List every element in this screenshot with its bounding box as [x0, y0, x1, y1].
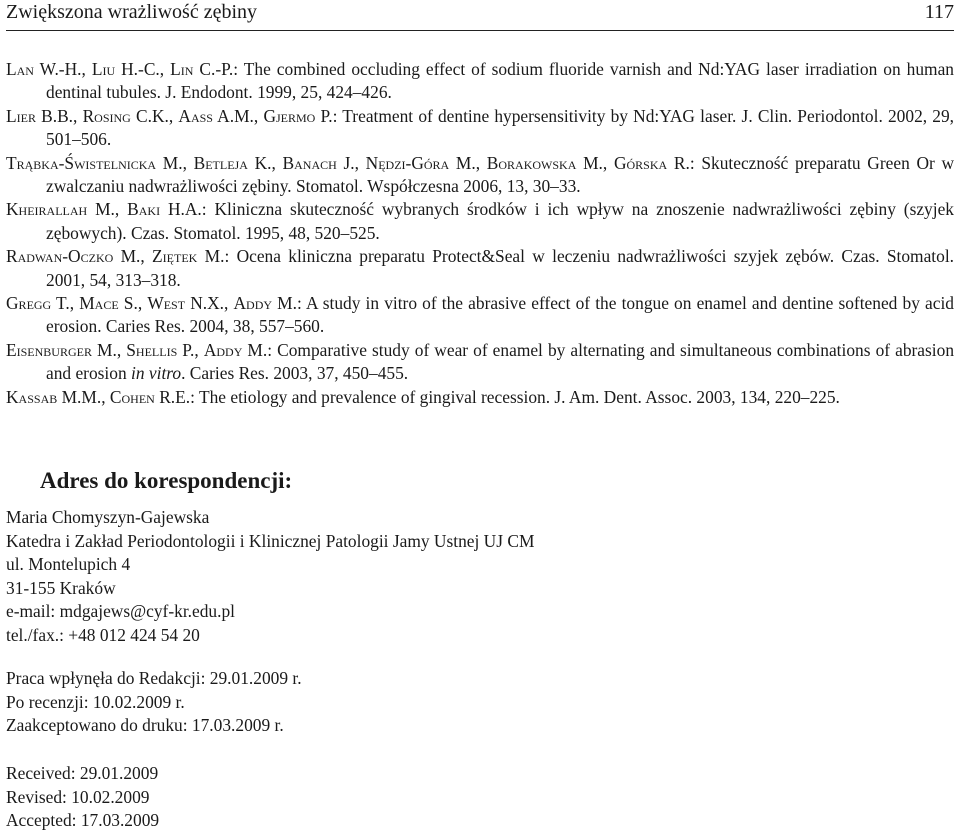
reference-item: Gregg T., Mace S., West N.X., Addy M.: A study in vitro of the abrasive effect of the tongue on enamel and dentine softened by acid erosion. Caries Res. 2004, 38, 557–560. [6, 293, 954, 337]
reference-list [6, 58, 954, 409]
reference-author: Lan W.-H. [6, 59, 82, 79]
date-accepted-en: Accepted: 17.03.2009 [6, 810, 160, 830]
page-number: 117 [924, 1, 954, 23]
dates-english [6, 762, 159, 833]
reference-author: Górska R. [613, 152, 690, 173]
reference-author: Betleja K. [193, 152, 272, 173]
reference-text: : The etiology and prevalence of gingival recession. J. Am. Dent. Assoc. 2003, 134, 220–225. [190, 386, 840, 407]
department: Katedra i Zakład Periodontologii i Klinicznej Patologii Jamy Ustnej UJ CM [6, 530, 535, 551]
reference-text: . Caries Res. 2003, 37, 450–455. [181, 363, 409, 384]
reference-text: : Skuteczność preparatu Green Or w zwalczaniu nadwrażliwości zębiny. Stomatol. Współczesna 2006, 13, 30–33. [46, 152, 955, 197]
reference-text: : The combined occluding effect of sodium fluoride varnish and Nd:YAG laser irradiation on human dentinal tubules. J. Endodont. 1999, 25, 424–426. [46, 59, 954, 103]
reference-text: : Treatment of dentine hypersensitivity by Nd:YAG laser. J. Clin. Periodontol. 2002, 29, 501–506. [46, 105, 955, 150]
reference-author: Nędzi-Góra M. [365, 152, 476, 173]
reference-author: Baki H.A. [127, 199, 202, 220]
phone-fax: tel./fax.: +48 012 424 54 20 [6, 624, 200, 645]
reference-italic: in vitro [131, 363, 182, 384]
reference-author: Shellis P. [126, 339, 195, 360]
reference-item: Eisenburger M., Shellis P., Addy M.: Comparative study of wear of enamel by alternating and simultaneous combinations of abrasion and erosion in vitro. Caries Res. 2003, 37, 450–455. [6, 339, 955, 384]
reference-author: West N.X. [147, 293, 225, 314]
reference-item: Kheirallah M., Baki H.A.: Kliniczna skuteczność wybranych środków i ich wpływ na znoszenie nadwrażliwości zębiny (szyjek zębowych). Czas. Stomatol. 1995, 48, 520–525. [6, 199, 954, 243]
reference-author: Kheirallah M. [6, 199, 115, 220]
reference-item: Lan W.-H., Liu H.-C., Lin C.-P.: The combined occluding effect of sodium fluoride varnish and Nd:YAG laser irradiation on human dentinal tubules. J. Endodont. 1999, 25, 424–426. [6, 59, 954, 103]
reference-author: Addy M. [233, 293, 297, 314]
date-revised-en: Revised: 10.02.2009 [6, 786, 150, 807]
correspondence-heading: Adres do korespondencji: [40, 468, 293, 493]
reference-author: Mace S. [79, 293, 138, 314]
running-title: Zwiększona wrażliwość zębiny [6, 1, 258, 23]
author-name: Maria Chomyszyn-Gajewska [6, 507, 210, 527]
reference-author: Lier B.B. [6, 105, 74, 126]
page-header [6, 0, 954, 31]
reference-author: Radwan-Oczko M. [6, 246, 141, 267]
reference-author: Gregg T. [6, 293, 70, 314]
reference-author: Banach J. [282, 152, 355, 173]
reference-item: Trąbka-Świstelnicka M., Betleja K., Banach J., Nędzi-Góra M., Borakowska M., Górska R.: Skuteczność preparatu Green Or w zwalczaniu nadwrażliwości zębiny. Stomatol. Współczesna 2006, 13, 30–33. [6, 152, 955, 197]
reference-text: : Comparative study of wear of enamel by alternating and simultaneous combinations of abrasion and erosion [46, 339, 955, 384]
reference-author: Borakowska M. [486, 152, 603, 173]
reference-author: Liu H.-C. [91, 59, 160, 79]
postal-city: 31-155 Kraków [6, 577, 116, 598]
reference-author: Rosing C.K. [82, 105, 169, 126]
reference-item: Lier B.B., Rosing C.K., Aass A.M., Gjermo P.: Treatment of dentine hypersensitivity by Nd:YAG laser. J. Clin. Periodontol. 2002, 29, 501–506. [6, 105, 955, 150]
street: ul. Montelupich 4 [6, 554, 131, 574]
email: e-mail: mdgajews@cyf-kr.edu.pl [6, 601, 235, 621]
reference-text: : Kliniczna skuteczność wybranych środków i ich wpływ na znoszenie nadwrażliwości zębiny (szyjek zębowych). Czas. Stomatol. 1995, 48, 520–525. [46, 199, 954, 243]
correspondence-address [6, 506, 534, 647]
reference-item: Radwan-Oczko M., Ziętek M.: Ocena kliniczna preparatu Protect&Seal w leczeniu nadwrażliwości szyjek zębów. Czas. Stomatol. 2001, 54, 313–318. [6, 246, 955, 290]
reference-item: Kassab M.M., Cohen R.E.: The etiology and prevalence of gingival recession. J. Am. Dent. Assoc. 2003, 134, 220–225. [6, 386, 840, 407]
reference-text: : Ocena kliniczna preparatu Protect&Seal w leczeniu nadwrażliwości szyjek zębów. Czas. Stomatol. 2001, 54, 313–318. [46, 246, 955, 290]
reference-author: Aass A.M. [178, 105, 254, 126]
reference-text: : A study in vitro of the abrasive effect of the tongue on enamel and dentine softened by acid erosion. Caries Res. 2004, 38, 557–560. [46, 293, 954, 337]
date-reviewed-pl: Po recenzji: 10.02.2009 r. [6, 691, 185, 712]
date-accepted-pl: Zaakceptowano do druku: 17.03.2009 r. [6, 715, 284, 735]
reference-author: Gjermo P. [263, 105, 333, 126]
reference-author: Cohen R.E. [109, 386, 191, 407]
date-received-en: Received: 29.01.2009 [6, 763, 159, 783]
reference-author: Trąbka-Świstelnicka M. [6, 152, 183, 173]
date-received-pl: Praca wpłynęła do Redakcji: 29.01.2009 r. [6, 668, 302, 688]
reference-author: Lin C.-P. [170, 59, 234, 79]
reference-author: Ziętek M. [152, 246, 225, 267]
dates-polish [6, 667, 302, 738]
reference-author: Addy M. [203, 339, 268, 360]
reference-author: Kassab M.M. [6, 386, 102, 407]
reference-author: Eisenburger M. [6, 339, 117, 360]
